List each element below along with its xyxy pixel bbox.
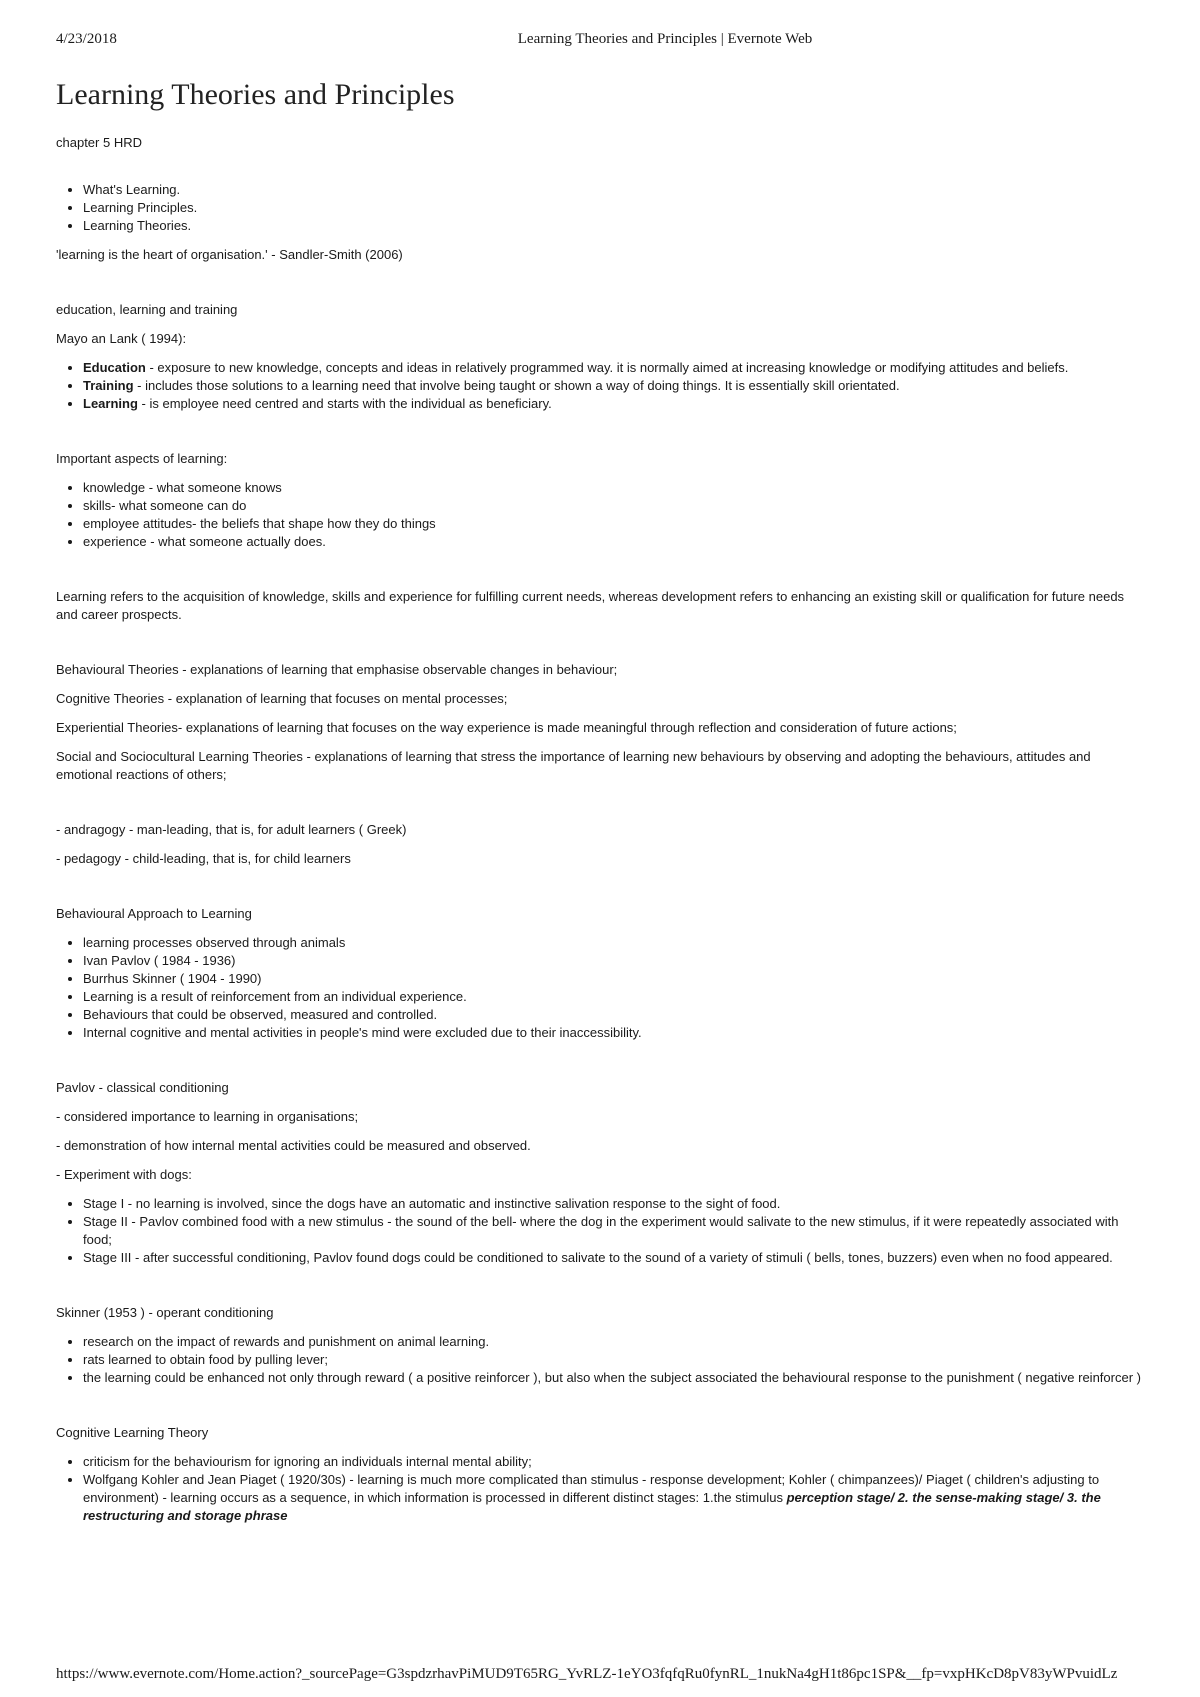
section-heading: Pavlov - classical conditioning — [56, 1080, 229, 1095]
note-title: Learning Theories and Principles — [56, 78, 455, 111]
section-heading: Important aspects of learning: — [56, 451, 228, 466]
theory-paragraph: Cognitive Theories - explanation of learning that focuses on mental processes; — [56, 691, 508, 706]
theory-paragraph: Behavioural Theories - explanations of learning that emphasise observable changes in behaviour; — [56, 662, 618, 677]
list-item — [83, 1471, 1146, 1525]
section-heading: education, learning and training — [56, 302, 238, 317]
list-item: • Behaviours that could be observed, measured and controlled. — [83, 1006, 1146, 1024]
definition-text: - exposure to new knowledge, concepts and ideas in relatively programmed way. it is normally aimed at increasing knowledge or modifying attitudes and beliefs. — [145, 360, 1069, 375]
paragraph: - considered importance to learning in organisations; — [56, 1109, 359, 1124]
list-item: • Learning Principles. — [83, 199, 1146, 217]
list-item: • skills- what someone can do — [83, 497, 1146, 515]
pavlov-stages-list — [56, 1195, 1146, 1267]
list-item: • criticism for the behaviourism for ignoring an individuals internal mental ability; — [83, 1453, 1146, 1471]
list-item: • Learning Theories. — [83, 217, 1146, 235]
skinner-list — [56, 1333, 1146, 1387]
list-item-text: Wolfgang Kohler and Jean Piaget ( 1920/30s) - learning is much more complicated than stimulus - response development; Kohler ( chimpanzees)/ Piaget ( children's adjusting to environment) - learning occurs as a sequence, in which information is processed in different distinct stages: 1.the stimulus — [83, 1472, 1100, 1505]
list-item: • Internal cognitive and mental activities in people's mind were excluded due to their inaccessibility. — [83, 1024, 1146, 1042]
print-date: 4/23/2018 — [56, 31, 117, 47]
definition-text: - is employee need centred and starts with the individual as beneficiary. — [137, 396, 552, 411]
list-item: • knowledge - what someone knows — [83, 479, 1146, 497]
list-item — [83, 377, 1146, 395]
quote: 'learning is the heart of organisation.' - Sandler-Smith (2006) — [56, 247, 403, 262]
section-heading: Skinner (1953 ) - operant conditioning — [56, 1305, 274, 1320]
section-heading: Cognitive Learning Theory — [56, 1425, 209, 1440]
note-content — [56, 78, 1146, 1536]
list-item: • Ivan Pavlov ( 1984 - 1936) — [83, 952, 1146, 970]
definition-text: - includes those solutions to a learning need that involve being taught or shown a way of doing things. It is essentially skill orientated. — [133, 378, 900, 393]
list-item: • research on the impact of rewards and punishment on animal learning. — [83, 1333, 1146, 1351]
behavioural-list — [56, 934, 1146, 1042]
note-body — [56, 181, 1146, 1525]
citation-heading: Mayo an Lank ( 1994): — [56, 331, 187, 346]
list-item — [83, 359, 1146, 377]
paragraph: - demonstration of how internal mental activities could be measured and observed. — [56, 1138, 531, 1153]
paragraph: - Experiment with dogs: — [56, 1167, 192, 1182]
list-item — [83, 395, 1146, 413]
list-item: • learning processes observed through animals — [83, 934, 1146, 952]
definition-term: Training — [83, 378, 134, 393]
cognitive-list — [56, 1453, 1146, 1525]
list-item: • What's Learning. — [83, 181, 1146, 199]
list-item: • Learning is a result of reinforcement from an individual experience. — [83, 988, 1146, 1006]
definition-term: Learning — [83, 396, 138, 411]
theory-paragraph: Experiential Theories- explanations of learning that focuses on the way experience is made meaningful through reflection and consideration of future actions; — [56, 720, 957, 735]
paragraph: Learning refers to the acquisition of knowledge, skills and experience for fulfilling current needs, whereas development refers to enhancing an existing skill or qualification for future needs and career prospects. — [56, 589, 1125, 622]
list-item: • Stage I - no learning is involved, since the dogs have an automatic and instinctive salivation response to the sight of food. — [83, 1195, 1146, 1213]
list-item: • Stage III - after successful conditioning, Pavlov found dogs could be conditioned to salivate to the sound of a variety of stimuli ( bells, tones, buzzers) even when no food appeared. — [83, 1249, 1146, 1267]
list-item: • Stage II - Pavlov combined food with a new stimulus - the sound of the bell- where the dog in the experiment would salivate to the new stimulus, if it were repeatedly associated with food; — [83, 1213, 1146, 1249]
print-footer-url: https://www.evernote.com/Home.action?_sourcePage=G3spdzrhavPiMUD9T65RG_YvRLZ-1eYO3fqfqRu0fynRL_1nukNa4gH1t86pc1SP&__fp=vxpHKcD8pV83yWPvuidLz — [56, 1666, 1118, 1682]
paragraph: - pedagogy - child-leading, that is, for child learners — [56, 851, 351, 866]
section-heading: Behavioural Approach to Learning — [56, 906, 252, 921]
aspects-list — [56, 479, 1146, 551]
definition-term: Education — [83, 360, 146, 375]
list-item: • experience - what someone actually does. — [83, 533, 1146, 551]
note-subtitle: chapter 5 HRD — [56, 135, 142, 150]
list-item: • employee attitudes- the beliefs that shape how they do things — [83, 515, 1146, 533]
list-item: • Burrhus Skinner ( 1904 - 1990) — [83, 970, 1146, 988]
emphasized-text: perception stage/ 2. the sense-making stage/ 3. the restructuring and storage phrase — [83, 1490, 1101, 1523]
definitions-list — [56, 359, 1146, 413]
intro-list — [56, 181, 1146, 235]
print-page-title: Learning Theories and Principles | Evernote Web — [517, 31, 813, 47]
list-item: • the learning could be enhanced not only through reward ( a positive reinforcer ), but also when the subject associated the behavioural response to the punishment ( negative reinforcer ) — [83, 1369, 1146, 1387]
list-item: • rats learned to obtain food by pulling lever; — [83, 1351, 1146, 1369]
theory-paragraph: Social and Sociocultural Learning Theories - explanations of learning that stress the importance of learning new behaviours by observing and adopting the behaviours, attitudes and emotional reactions of others; — [56, 749, 1091, 782]
paragraph: - andragogy - man-leading, that is, for adult learners ( Greek) — [56, 822, 407, 837]
